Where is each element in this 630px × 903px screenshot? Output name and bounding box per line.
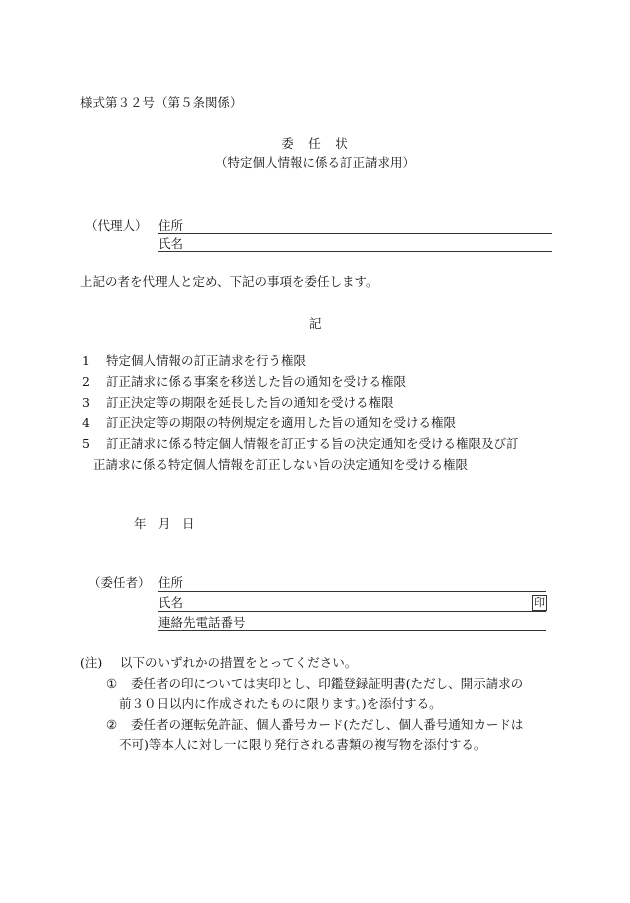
list-item-number: 4	[82, 415, 90, 430]
list-item: 訂正請求に係る事案を移送した旨の通知を受ける権限	[106, 374, 407, 389]
notes-label: (注)	[80, 655, 103, 670]
agent-label: （代理人）	[85, 218, 148, 233]
list-item-number: 2	[82, 374, 90, 389]
principal-address-line[interactable]	[158, 591, 546, 592]
note-text-continuation: 前３０日以内に作成されたものに限ります。)を添付する。	[119, 696, 442, 711]
document-subtitle: （特定個人情報に係る訂正請求用）	[214, 155, 415, 170]
date-day: 日	[182, 516, 195, 531]
ki-heading: 記	[309, 316, 322, 331]
principal-address-label: 住所	[158, 575, 184, 590]
note-mark: ②	[106, 717, 118, 732]
date-year: 年	[134, 516, 147, 531]
agent-name-label: 氏名	[158, 236, 184, 251]
list-item-number: 3	[82, 395, 90, 410]
agent-address-line[interactable]	[158, 233, 552, 234]
principal-phone-label: 連絡先電話番号	[158, 615, 246, 630]
list-item: 訂正決定等の期限を延長した旨の通知を受ける権限	[106, 395, 394, 410]
principal-phone-line[interactable]	[158, 630, 546, 631]
list-item-number: 1	[82, 353, 90, 368]
agent-name-line[interactable]	[158, 251, 552, 252]
list-item: 訂正決定等の期限の特例規定を適用した旨の通知を受ける権限	[106, 415, 457, 430]
seal-mark: 印	[534, 596, 545, 609]
date-month: 月	[158, 516, 171, 531]
agent-address-label: 住所	[158, 218, 184, 233]
note-text-continuation: 不可)等本人に対し一に限り発行される書類の複写物を添付する。	[119, 737, 487, 752]
notes-intro: 以下のいずれかの措置をとってください。	[120, 655, 358, 670]
list-item-number: 5	[82, 436, 90, 451]
note-text: 委任者の印については実印とし、印鑑登録証明書(ただし、開示請求の	[131, 676, 524, 691]
list-item: 訂正請求に係る特定個人情報を訂正する旨の決定通知を受ける権限及び訂	[106, 436, 519, 451]
principal-label: （委任者）	[88, 575, 151, 590]
document-title: 委 任 状	[281, 136, 349, 151]
principal-name-line[interactable]	[158, 611, 546, 612]
form-number: 様式第３２号（第５条関係）	[80, 95, 243, 110]
note-mark: ①	[106, 676, 118, 691]
list-item-continuation: 正請求に係る特定個人情報を訂正しない旨の決定通知を受ける権限	[93, 457, 469, 472]
list-item: 特定個人情報の訂正請求を行う権限	[106, 353, 307, 368]
delegation-statement: 上記の者を代理人と定め、下記の事項を委任します。	[80, 274, 379, 289]
note-text: 委任者の運転免許証、個人番号カード(ただし、個人番号通知カードは	[131, 717, 524, 732]
principal-name-label: 氏名	[158, 595, 184, 610]
